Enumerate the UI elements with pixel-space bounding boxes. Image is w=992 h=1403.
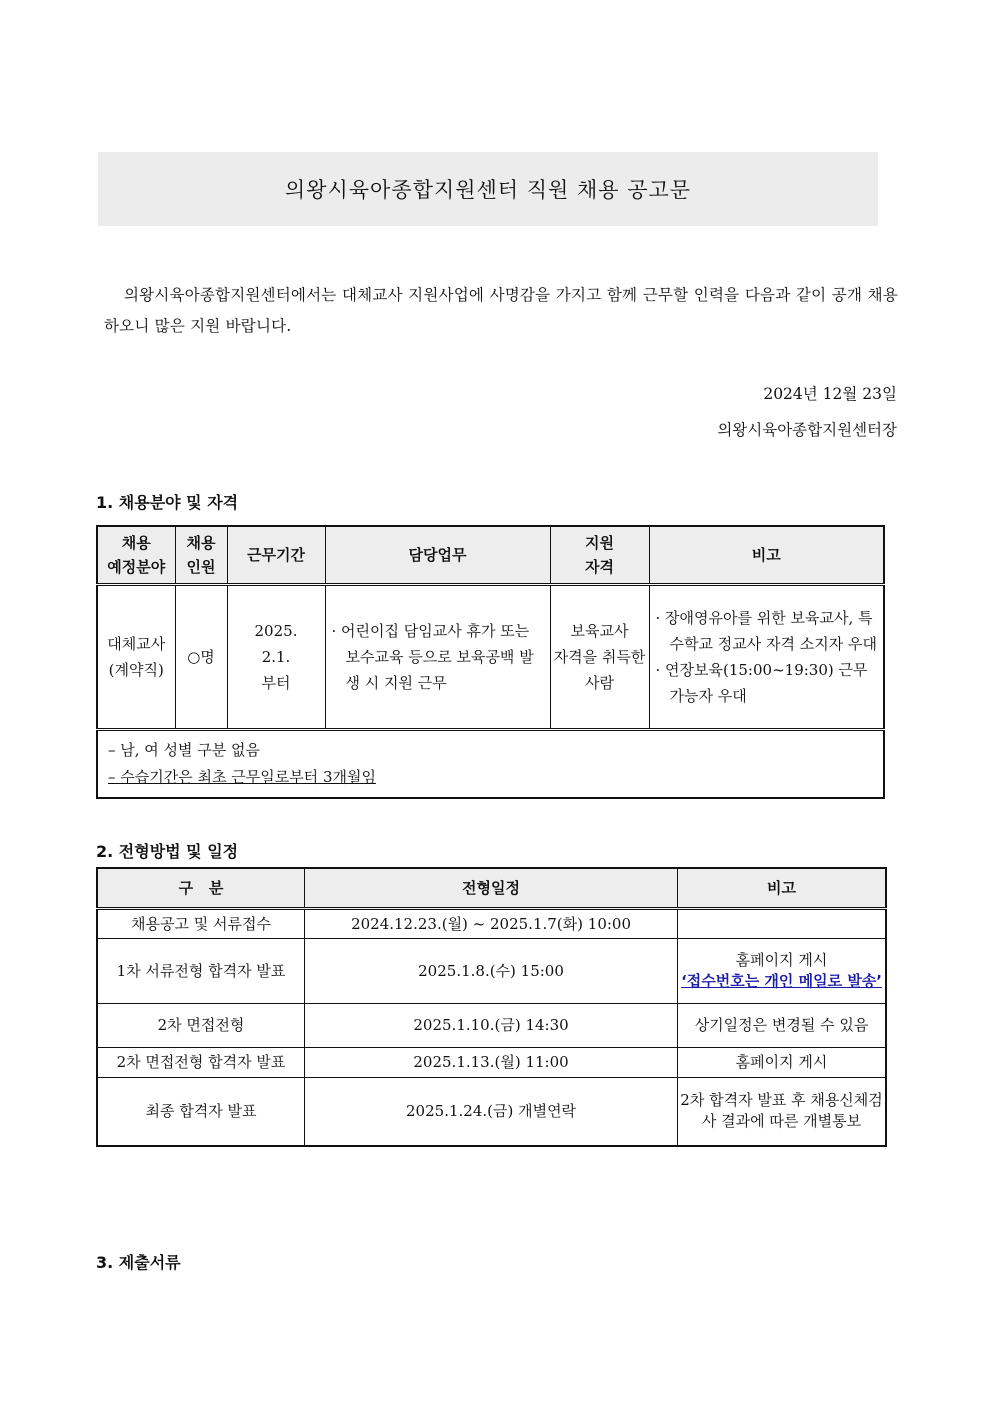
footnotes <box>97 729 884 798</box>
cell-schedule: 2025.1.10.(금) 14:30 <box>304 1004 677 1048</box>
table-row <box>97 1048 886 1078</box>
footnote-probation: – 수습기간은 최초 근무일로부터 3개월임 <box>108 767 376 786</box>
footnote-row <box>97 729 884 798</box>
header-note: 비고 <box>649 526 884 584</box>
header-field: 채용 예정분야 <box>97 526 175 584</box>
cell-count: ○명 <box>175 584 227 729</box>
header-count: 채용 인원 <box>175 526 227 584</box>
announcement-date: 2024년 12월 23일 <box>763 385 897 403</box>
cell-period: 2025. 2.1. 부터 <box>227 584 325 729</box>
cell-stage: 채용공고 및 서류접수 <box>97 909 304 939</box>
cell-schedule: 2025.1.8.(수) 15:00 <box>304 939 677 1004</box>
cell-note <box>678 909 886 939</box>
section2-heading: 2. 전형방법 및 일정 <box>96 842 239 861</box>
section1-heading: 1. 채용분야 및 자격 <box>96 493 239 512</box>
header-period: 근무기간 <box>227 526 325 584</box>
cell-note: 홈페이지 게시 ‘접수번호는 개인 메일로 발송’ <box>678 939 886 1004</box>
signer: 의왕시육아종합지원센터장 <box>717 421 897 439</box>
cell-note: 홈페이지 게시 <box>678 1048 886 1078</box>
cell-stage: 2차 면접전형 <box>97 1004 304 1048</box>
table-row <box>97 1078 886 1146</box>
cell-note: 상기일정은 변경될 수 있음 <box>678 1004 886 1048</box>
table-header-row <box>97 526 884 584</box>
table-row <box>97 939 886 1004</box>
header-stage: 구 분 <box>97 868 304 909</box>
cell-duty: · 어린이집 담임교사 휴가 또는 보수교육 등으로 보육공백 발생 시 지원 근무 <box>325 584 550 729</box>
email-notice: ‘접수번호는 개인 메일로 발송’ <box>681 972 883 990</box>
cell-note: 2차 합격자 발표 후 채용신체검사 결과에 따른 개별통보 <box>678 1078 886 1146</box>
cell-stage: 2차 면접전형 합격자 발표 <box>97 1048 304 1078</box>
cell-qualification: 보육교사 자격을 취득한 사람 <box>550 584 649 729</box>
table-row <box>97 909 886 939</box>
cell-stage: 최종 합격자 발표 <box>97 1078 304 1146</box>
table-row <box>97 1004 886 1048</box>
table-header-row <box>97 868 886 909</box>
cell-schedule: 2025.1.13.(월) 11:00 <box>304 1048 677 1078</box>
section3-heading: 3. 제출서류 <box>96 1253 181 1272</box>
table-row <box>97 584 884 729</box>
header-schedule: 전형일정 <box>304 868 677 909</box>
cell-schedule: 2024.12.23.(월) ~ 2025.1.7(화) 10:00 <box>304 909 677 939</box>
intro-paragraph: 의왕시육아종합지원센터에서는 대체교사 지원사업에 사명감을 가지고 함께 근무할 인력을 다음과 같이 공개 채용하오니 많은 지원 바랍니다. <box>104 286 898 335</box>
footnote-gender: – 남, 여 성별 구분 없음 <box>108 740 261 759</box>
page-title: 의왕시육아종합지원센터 직원 채용 공고문 <box>98 152 878 226</box>
header-duty: 담당업무 <box>325 526 550 584</box>
cell-schedule: 2025.1.24.(금) 개별연락 <box>304 1078 677 1146</box>
cell-note: · 장애영유아를 위한 보육교사, 특수학교 정교사 자격 소지자 우대 · 연장보육(15:00~19:30) 근무 가능자 우대 <box>649 584 884 729</box>
schedule-table <box>96 867 887 1147</box>
recruitment-table <box>96 525 885 799</box>
header-note: 비고 <box>678 868 886 909</box>
cell-field: 대체교사 (계약직) <box>97 584 175 729</box>
header-qualification: 지원 자격 <box>550 526 649 584</box>
cell-stage: 1차 서류전형 합격자 발표 <box>97 939 304 1004</box>
